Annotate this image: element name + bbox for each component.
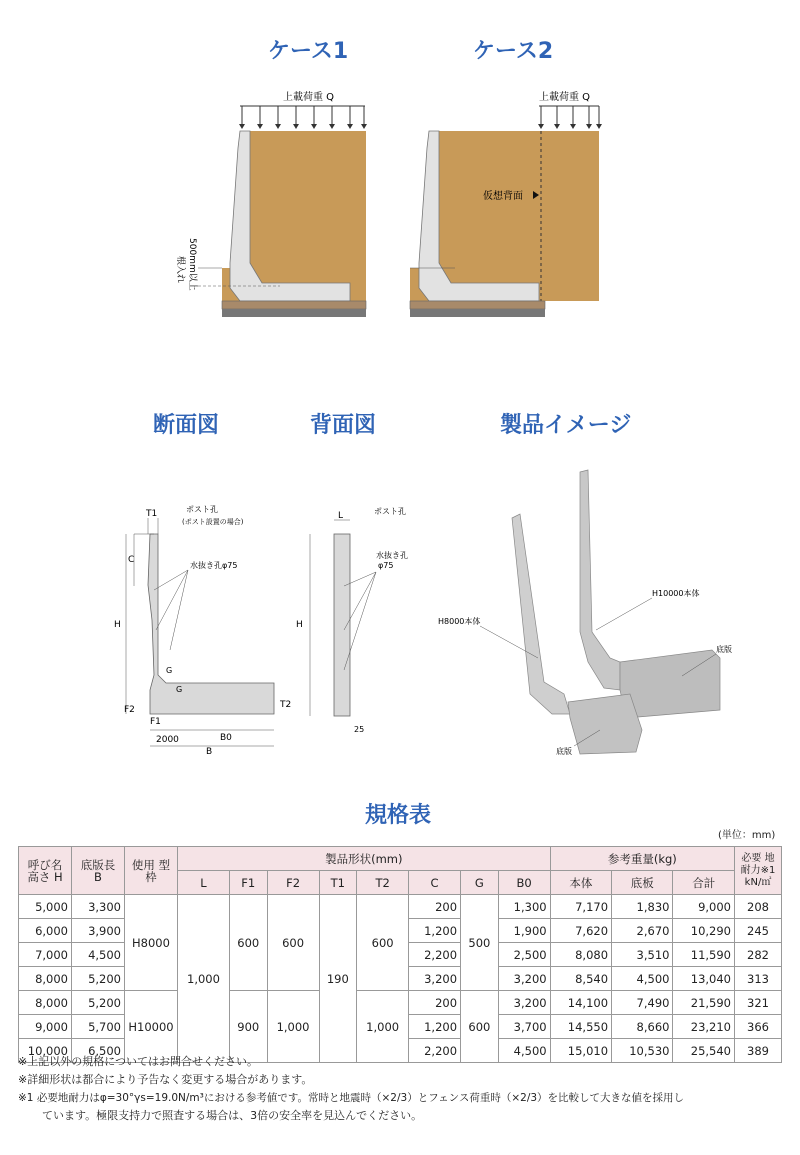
cell-base: 4,500	[612, 967, 673, 991]
header-weight: 参考重量(kg)	[550, 847, 734, 871]
cell-total: 23,210	[673, 1015, 735, 1039]
table-row	[19, 991, 782, 1015]
header-body: 本体	[550, 871, 611, 895]
cross-section-title: 断面図	[153, 413, 220, 438]
f2-label: F2	[124, 705, 135, 715]
cell-base: 8,660	[612, 1015, 673, 1039]
cell-f1: 900	[229, 991, 267, 1063]
cell-kn: 389	[735, 1039, 782, 1063]
l-label: L	[338, 511, 344, 521]
header-L: L	[178, 871, 230, 895]
cell-total: 10,290	[673, 919, 735, 943]
cell-c: 1,200	[409, 1015, 461, 1039]
case1-title: ケース1	[268, 39, 349, 64]
back-drain-label-1: 水抜き孔	[376, 551, 408, 560]
case2-title: ケース2	[473, 39, 554, 64]
cell-b: 5,200	[72, 991, 125, 1015]
cell-l: 1,000	[178, 895, 230, 1063]
t2-label: T2	[280, 700, 292, 710]
cell-h: 6,000	[19, 919, 72, 943]
product-image	[420, 462, 750, 762]
post-hole-label: ポスト孔	[186, 505, 218, 514]
cell-form: H10000	[125, 991, 178, 1063]
cell-c: 1,200	[409, 919, 461, 943]
cell-b: 4,500	[72, 943, 125, 967]
header-shape: 製品形状(mm)	[178, 847, 551, 871]
cell-kn: 321	[735, 991, 782, 1015]
table-row	[19, 895, 782, 919]
note-3: ※1 必要地耐力はφ=30°γs=19.0N/m³における参考値です。常時と地震時（×2/3）とフェンス荷重時（×2/3）を比較して大きな値を採用し	[18, 1092, 685, 1104]
cell-c: 200	[409, 991, 461, 1015]
cell-g: 600	[461, 991, 499, 1063]
spec-table	[18, 846, 782, 1063]
cell-f2: 1,000	[267, 991, 319, 1063]
load-arrows	[242, 106, 364, 126]
drain-hole-label: 水抜き孔φ75	[190, 561, 238, 570]
base-label-1: 底版	[716, 645, 732, 654]
b-label: B	[206, 747, 213, 757]
note-2: ※詳細形状は都合により予告なく変更する場合があります。	[18, 1073, 313, 1086]
note-1: ※上記以外の規格についてはお問合せください。	[18, 1055, 258, 1068]
cell-b: 5,700	[72, 1015, 125, 1039]
cell-h: 5,000	[19, 895, 72, 919]
cell-h: 10,000	[19, 1039, 72, 1063]
cell-b0: 1,300	[498, 895, 550, 919]
f1-label: F1	[150, 717, 161, 727]
header-h: 呼び名 高さ H	[19, 847, 72, 895]
h-label: H	[114, 620, 121, 630]
cell-c: 2,200	[409, 1039, 461, 1063]
cell-c: 2,200	[409, 943, 461, 967]
cell-kn: 208	[735, 895, 782, 919]
cell-kn: 282	[735, 943, 782, 967]
g-label-1: G	[166, 666, 173, 675]
cell-h: 8,000	[19, 967, 72, 991]
header-form: 使用 型枠	[125, 847, 178, 895]
post-hole-note: (ポスト設置の場合)	[182, 518, 244, 526]
header-bearing: 必要 地耐力※1 kN/㎡	[735, 847, 782, 895]
back-view-title: 背面図	[310, 413, 377, 438]
virtual-back-label: 仮想背面	[483, 191, 523, 202]
cell-base: 1,830	[612, 895, 673, 919]
back-h-label: H	[296, 620, 303, 630]
header-T2: T2	[357, 871, 409, 895]
header-b: 底版長 B	[72, 847, 125, 895]
cell-body: 14,100	[550, 991, 611, 1015]
note-4: ています。極限支持力で照査する場合は、3倍の安全率を見込んでください。	[42, 1109, 423, 1122]
header-base: 底板	[612, 871, 673, 895]
cell-t1: 190	[319, 895, 357, 1063]
header-T1: T1	[319, 871, 357, 895]
cell-base: 10,530	[612, 1039, 673, 1063]
case2-diagram	[405, 88, 605, 320]
cell-base: 3,510	[612, 943, 673, 967]
cell-total: 21,590	[673, 991, 735, 1015]
g-label-2: G	[176, 685, 183, 694]
cell-h: 9,000	[19, 1015, 72, 1039]
cell-b0: 3,700	[498, 1015, 550, 1039]
cell-base: 7,490	[612, 991, 673, 1015]
cell-total: 25,540	[673, 1039, 735, 1063]
t1-label: T1	[146, 509, 158, 519]
embed-label-1: 根入れ	[175, 256, 185, 284]
cell-body: 8,540	[550, 967, 611, 991]
cell-h: 8,000	[19, 991, 72, 1015]
cell-b0: 4,500	[498, 1039, 550, 1063]
cross-section-diagram	[108, 500, 308, 762]
h8000-label: H8000本体	[438, 617, 481, 626]
back-view-diagram	[290, 500, 408, 740]
header-G: G	[461, 871, 499, 895]
cell-form: H8000	[125, 895, 178, 991]
cell-b0: 1,900	[498, 919, 550, 943]
cell-total: 11,590	[673, 943, 735, 967]
cell-b: 3,900	[72, 919, 125, 943]
cell-body: 15,010	[550, 1039, 611, 1063]
cell-f1: 600	[229, 895, 267, 991]
cell-b: 5,200	[72, 967, 125, 991]
header-C: C	[409, 871, 461, 895]
embed-label-2: 500mm以上	[187, 238, 197, 291]
case1-diagram	[170, 88, 370, 320]
cell-g: 500	[461, 895, 499, 991]
cell-body: 8,080	[550, 943, 611, 967]
cell-b: 3,300	[72, 895, 125, 919]
cell-f2: 600	[267, 895, 319, 991]
cell-kn: 366	[735, 1015, 782, 1039]
dim-2000-label: 2000	[156, 735, 179, 745]
cell-b0: 3,200	[498, 991, 550, 1015]
cell-c: 200	[409, 895, 461, 919]
back-drain-label-2: φ75	[378, 561, 394, 570]
cell-t2: 600	[357, 895, 409, 991]
header-F2: F2	[267, 871, 319, 895]
d25-label: 25	[354, 725, 365, 734]
cell-c: 3,200	[409, 967, 461, 991]
header-B0: B0	[498, 871, 550, 895]
load-label-2: 上載荷重 Q	[539, 92, 591, 103]
cell-body: 14,550	[550, 1015, 611, 1039]
cell-body: 7,620	[550, 919, 611, 943]
load-label: 上載荷重 Q	[283, 92, 335, 103]
cell-h: 7,000	[19, 943, 72, 967]
product-image-title: 製品イメージ	[500, 413, 632, 438]
h10000-label: H10000本体	[652, 589, 700, 598]
b0-label: B0	[220, 733, 232, 743]
header-total: 合計	[673, 871, 735, 895]
cell-kn: 313	[735, 967, 782, 991]
backfill-soil	[250, 131, 366, 301]
cell-total: 9,000	[673, 895, 735, 919]
unit-label: (単位：mm)	[718, 830, 776, 841]
cell-kn: 245	[735, 919, 782, 943]
header-F1: F1	[229, 871, 267, 895]
cell-body: 7,170	[550, 895, 611, 919]
cell-total: 13,040	[673, 967, 735, 991]
cell-b0: 2,500	[498, 943, 550, 967]
base-label-2: 底版	[556, 747, 572, 756]
back-post-hole-label: ポスト孔	[374, 507, 406, 516]
cell-b0: 3,200	[498, 967, 550, 991]
cell-t2: 1,000	[357, 991, 409, 1063]
c-label: C	[128, 555, 135, 565]
cell-b: 6,500	[72, 1039, 125, 1063]
notes	[18, 1053, 788, 1125]
spec-title: 規格表	[365, 803, 432, 828]
cell-base: 2,670	[612, 919, 673, 943]
